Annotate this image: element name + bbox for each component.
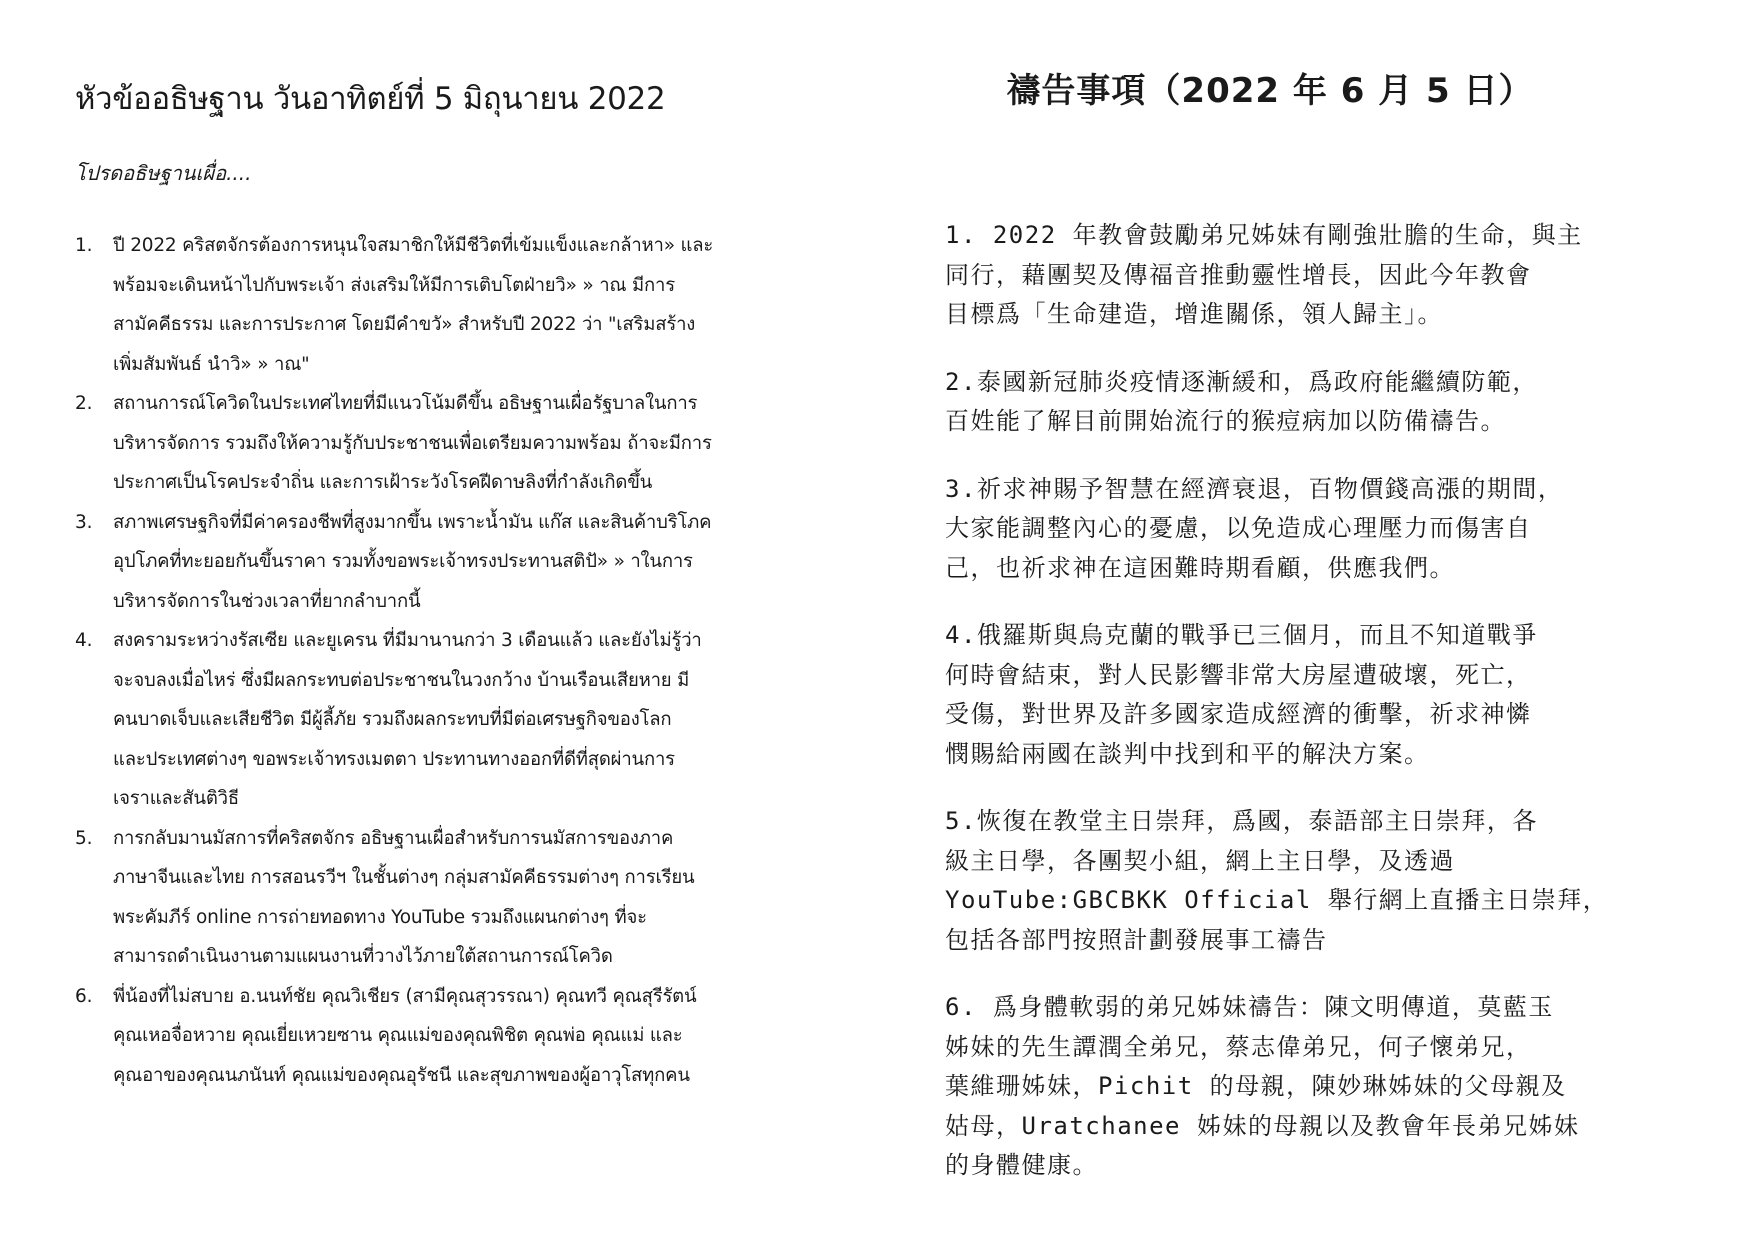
thai-item-number: 4. <box>75 630 93 651</box>
thai-item-text: สงครามระหว่างรัสเซีย และยูเครน ที่มีมานานกว่า 3 เดือนแล้ว และยังไม่รู้ว่า จะจบลงเมื่อไหร่ ซึ่งมีผลกระทบต่อประชาชนในวงกว้าง บ้านเรือนเสียหาย มี คนบาดเจ็บและเสียชีวิต มีผู้ลี้ภัย รวมถึงผลกระทบที่มีต่อเศรษฐกิจของโลก และประเทศต่างๆ ขอพระเจ้าทรงเมตตา ประทานทางออกที่ดีที่สุดผ่านการ เจราและสันติวิธี <box>113 630 702 809</box>
thai-item-number: 2. <box>75 393 93 414</box>
thai-item-number: 5. <box>75 827 93 849</box>
chinese-prayer-item-4: 4.俄羅斯與烏克蘭的戰爭已三個月，而且不知道戰爭 何時會結束，對人民影響非常大房屋遭破壞，死亡， 受傷，對世界及許多國家造成經濟的衝擊，祈求神憐 憫賜給兩國在談判中找到和平的解決方案。 <box>945 621 1538 768</box>
thai-prayer-item-6 <box>75 977 815 1096</box>
thai-prayer-item-4 <box>75 621 815 819</box>
thai-prayer-item-1 <box>75 226 815 384</box>
chinese-prayer-item-3: 3.祈求神賜予智慧在經濟衰退，百物價錢高漲的期間， 大家能調整內心的憂慮，以免造成心理壓力而傷害自 己，也祈求神在這困難時期看顧，供應我們。 <box>945 474 1564 582</box>
thai-prayer-item-3 <box>75 503 815 622</box>
chinese-prayer-page <box>945 62 1705 1186</box>
thai-page-title: หัวข้ออธิษฐาน วันอาทิตย์ที่ 5 มิถุนายน 2022 <box>75 81 666 117</box>
thai-item-number: 1. <box>75 235 93 256</box>
chinese-prayer-item-6: 6. 爲身體軟弱的弟兄姊妹禱告：陳文明傳道，莫藍玉 姊妹的先生譚潤全弟兄，蔡志偉弟兄，何子懷弟兄， 葉維珊姊妹，Pichit 的母親，陳妙琳姊妹的父母親及 姑母，Uratchanee 姊妹的母親以及教會年長弟兄姊妹 的身體健康。 <box>945 993 1580 1179</box>
chinese-prayer-item-5: 5.恢復在教堂主日崇拜，爲國，泰語部主日崇拜，各 級主日學，各團契小組，網上主日學，及透過 YouTube:GBCBKK Official 舉行網上直播主日崇拜， 包括各部門按照計劃發展事工禱告 <box>945 807 1609 954</box>
thai-item-text: สภาพเศรษฐกิจที่มีค่าครองชีพที่สูงมากขึ้น เพราะน้ำมัน แก๊ส และสินค้าบริโภค อุปโภคที่ทะยอยกันขึ้นราคา รวมทั้งขอพระเจ้าทรงประทานสติปั» » าในการ บริหารจัดการในช่วงเวลาที่ยากลำบากนี้ <box>113 511 712 612</box>
thai-item-text: ปี 2022 คริสตจักรต้องการหนุนใจสมาชิกให้มีชีวิตที่เข้มแข็งและกล้าหา» และ พร้อมจะเดินหน้าไปกับพระเจ้า ส่งเสริมให้มีการเติบโตฝ่ายวิ» » าณ มีการ สามัคคีธรรม และการประกาศ โดยมีคำขวั» สำหรับปี 2022 ว่า "เสริมสร้าง เพิ่มสัมพันธ์ นำวิ» » าณ" <box>113 235 714 375</box>
thai-prayer-page <box>75 72 815 1095</box>
thai-prayer-item-2 <box>75 384 815 503</box>
chinese-page-title: 禱告事項（2022 年 6 月 5 日） <box>1006 71 1534 111</box>
thai-prayer-item-5 <box>75 819 815 977</box>
chinese-prayer-item-2: 2.泰國新冠肺炎疫情逐漸緩和，爲政府能繼續防範， 百姓能了解目前開始流行的猴痘病加以防備禱告。 <box>945 367 1538 435</box>
thai-item-text: การกลับมานมัสการที่คริสตจักร อธิษฐานเผื่อสำหรับการนมัสการของภาค ภาษาจีนและไทย การสอนรวีฯ ในชั้นต่างๆ กลุ่มสามัคคีธรรมต่างๆ การเรียน พระคัมภีร์ online การถ่ายทอดทาง YouTube รวมถึงแผนกต่างๆ ที่จะ สามารถดำเนินงานตามแผนงานที่วางไว้ภายใต้สถานการณ์โควิด <box>113 827 695 967</box>
thai-item-text: สถานการณ์โควิดในประเทศไทยที่มีแนวโน้มดีขึ้น อธิษฐานเผื่อรัฐบาลในการ บริหารจัดการ รวมถึงให้ความรู้กับประชาชนเพื่อเตรียมความพร้อม ถ้าจะมีการ ประกาศเป็นโรคประจำถิ่น และการเฝ้าระวังโรคฝีดาษลิงที่กำลังเกิดขึ้น <box>113 393 712 493</box>
thai-item-number: 3. <box>75 511 93 533</box>
chinese-prayer-item-1: 1. 2022 年教會鼓勵弟兄姊妹有剛強壯膽的生命，與主 同行，藉團契及傳福音推動靈性增長，因此今年教會 目標爲「生命建造，增進關係，領人歸主」。 <box>945 221 1583 328</box>
thai-item-number: 6. <box>75 985 93 1007</box>
thai-intro-text: โปรดอธิษฐานเผื่อ.... <box>75 161 252 185</box>
thai-item-text: พี่น้องที่ไม่สบาย อ.นนท์ชัย คุณวิเชียร (สามีคุณสุวรรณา) คุณทวี คุณสุรีรัตน์ คุณเหอจื่อหวาย คุณเยี่ยเหวยซาน คุณแม่ของคุณพิชิต คุณพ่อ คุณแม่ และ คุณอาของคุณนภนันท์ คุณแม่ของคุณอุรัชนี และสุขภาพของผู้อาวุโสทุกคน <box>113 985 697 1086</box>
thai-prayer-list <box>75 226 815 1095</box>
